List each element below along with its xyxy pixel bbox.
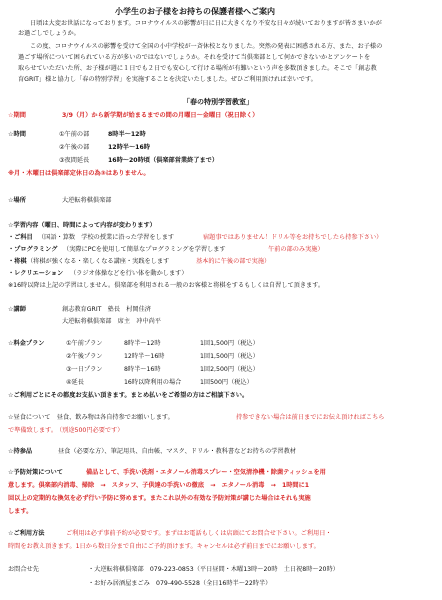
- content-item-desc: （将棋が強くなる・楽しくなる講座・実践をします: [27, 258, 170, 265]
- intro-line: お過ごしでしょうか。: [18, 30, 80, 37]
- meals-note: 持参できない場合は前日までにお伝え頂ければこちら: [236, 414, 385, 421]
- time-slot-time: 16時～20時頃（倶楽部営業終了まで）: [108, 157, 219, 164]
- content-item-desc: （国語・算数 学校の授業に沿った学習をします: [38, 234, 175, 241]
- plan-time: 8時半～16時: [124, 366, 161, 373]
- usage-line: ご利用は必ず事前予約が必要です。まずはお電話もしくは店頭にてお問合せ下さい。ご利用日・: [66, 530, 332, 537]
- content-item-label: ・将棋: [8, 258, 27, 265]
- plan-time: 12時半～16時: [124, 353, 165, 360]
- plan-name: ③一日プラン: [66, 366, 103, 373]
- usage-label: ☆ご利用方法: [8, 530, 45, 537]
- plan-price: 1回2,500円（税込）: [200, 366, 259, 373]
- belongings-value: 昼食（必要な方）、筆記用具、自由帳、マスク、ドリル・教科書などお持ちの学習教材: [58, 448, 296, 455]
- plan-name: ②午後プラン: [66, 353, 103, 360]
- content-item-note: 宿題事ではありません！ドリル等をお持ちでしたら持参下さい）: [203, 234, 383, 241]
- intro-line: 日頃は大変お世話になっております。コロナウイルスの影響が日に日に大きくなり不安な日々が続いておりますが皆さまいかが: [30, 20, 382, 27]
- meals-line: ☆昼食について 昼食、飲み物は各自持参でお願いします。: [8, 414, 174, 421]
- meals-price: （別途500円必要です）: [56, 427, 124, 434]
- instructor-line: 創志教育GRIT 塾長 村岡佳済: [62, 306, 151, 313]
- content-label: ☆学習内容（曜日、時間によって内容が変わります）: [8, 222, 156, 229]
- plan-price: 1回1,500円（税込）: [200, 340, 259, 347]
- contact-label: お問合せ先: [8, 566, 39, 573]
- plan-price: 1回500円（税込）: [200, 379, 253, 386]
- content-item-desc: （ラジオ体操などを行い体を動かします）: [70, 270, 188, 277]
- content-item-desc: （実際にPCを使用して簡単なプログラミングを学習します: [63, 246, 226, 253]
- instructor-line: 大逆転将棋倶楽部 席主 冲中尚平: [62, 318, 161, 325]
- prevention-line: 意します。倶楽部内消毒、掃除 → スタッフ、子供達の手洗いの徹底 → エタノール消毒 → 1時間に1: [8, 482, 310, 489]
- time-note: ※月・木曜日は倶楽部定休日の為③はありません。: [8, 170, 150, 177]
- contact-line: ・お好み居酒屋まごみ 079-490-5528（全日16時半～22時半）: [88, 580, 272, 587]
- period-value: 3/9（月）から新学期が始まるまでの間の月曜日～金曜日（祝日除く）: [62, 112, 259, 119]
- plan-price: 1回1,500円（税込）: [200, 353, 259, 360]
- prevention-line: 備品として、手洗い洗剤・エタノール消毒スプレー・空気清浄機・除菌ティッシュを用: [86, 469, 326, 476]
- venue-value: 大逆転将棋倶楽部: [62, 197, 112, 204]
- intro-line: 育GRIT」様と協力し「春の特別学習」を実施することを決定いたしました。ぜひご利用頂ければ幸いです。: [18, 76, 317, 83]
- content-item-note: 午前の部のみ実施）: [268, 246, 324, 253]
- content-item-label: ・ご科目: [8, 234, 33, 241]
- plan-time: 16時以降利用の場合: [124, 379, 182, 386]
- time-slot-name: ①午前の部: [59, 131, 90, 138]
- pricing-note: ☆ご利用ごとにその都度お支払い頂きます。まとめ払いをご希望の方はご相談下さい。: [8, 392, 249, 399]
- page-title: 小学生のお子様をお持ちの保護者様へご案内: [115, 7, 275, 16]
- venue-label: ☆場所: [8, 197, 26, 204]
- intro-line: この度、コロナウイルスの影響を受けて全国の小中学校が一斉休校となりました。突然の発表に困惑される方、また、お子様の: [30, 43, 383, 50]
- plan-time: 8時半～12時: [124, 340, 161, 347]
- instructor-label: ☆講師: [8, 306, 26, 313]
- period-label: ☆期間: [8, 112, 26, 119]
- pricing-label: ☆料金プラン: [8, 340, 45, 347]
- usage-line: 時間をお教え頂きます。1日から数日分まで自由にご予約頂けます。キャンセルは必ず前日までにお願いします。: [8, 543, 320, 550]
- content-item-label: ・プログラミング: [8, 246, 58, 253]
- meals-note: で準備致します。: [8, 427, 58, 434]
- prevention-line: します。: [8, 508, 33, 515]
- belongings-label: ☆持参品: [8, 448, 33, 455]
- time-slot-name: ③夜間延長: [59, 157, 90, 164]
- time-slot-time: 8時半～12時: [108, 131, 146, 138]
- intro-line: 過ごす場所について困られている方が多いのではないでしょうか。それを受けて当倶楽部として何かできないかとアンケートを: [18, 54, 371, 61]
- prevention-line: 回以上の定期的な換気を必ず行い予防に努めます。またこれ以外の有効な予防対策が講じた場合はそれも実施: [8, 495, 311, 502]
- section-title: 「春の特別学習教室」: [183, 98, 253, 106]
- content-item-note: 基本的に午後の部で実施）: [196, 258, 271, 265]
- time-slot-name: ②午後の部: [59, 144, 90, 151]
- contact-line: ・大逆転将棋倶楽部 079-223-0853（平日昼間・木曜13時～20時 土日祝8時～20時）: [88, 566, 339, 573]
- time-label: ☆時間: [8, 131, 26, 138]
- plan-name: ①午前プラン: [66, 340, 103, 347]
- content-item-label: ・レクリエーション: [8, 270, 64, 277]
- time-slot-time: 12時半～16時: [108, 144, 150, 151]
- content-note: ※16時以降は上記の学習はしません。倶楽部を利用される一般のお客様と将棋をするもしくは自習して頂きます。: [8, 282, 325, 289]
- plan-name: ④延長: [66, 379, 84, 386]
- prevention-label: ☆予防対策について: [8, 469, 63, 476]
- intro-line: 取らせていただいた所、お子様が週に１日でも２日でも安心して行ける場所が有難いという声を多数頂きました。そこで「創志教: [18, 65, 377, 72]
